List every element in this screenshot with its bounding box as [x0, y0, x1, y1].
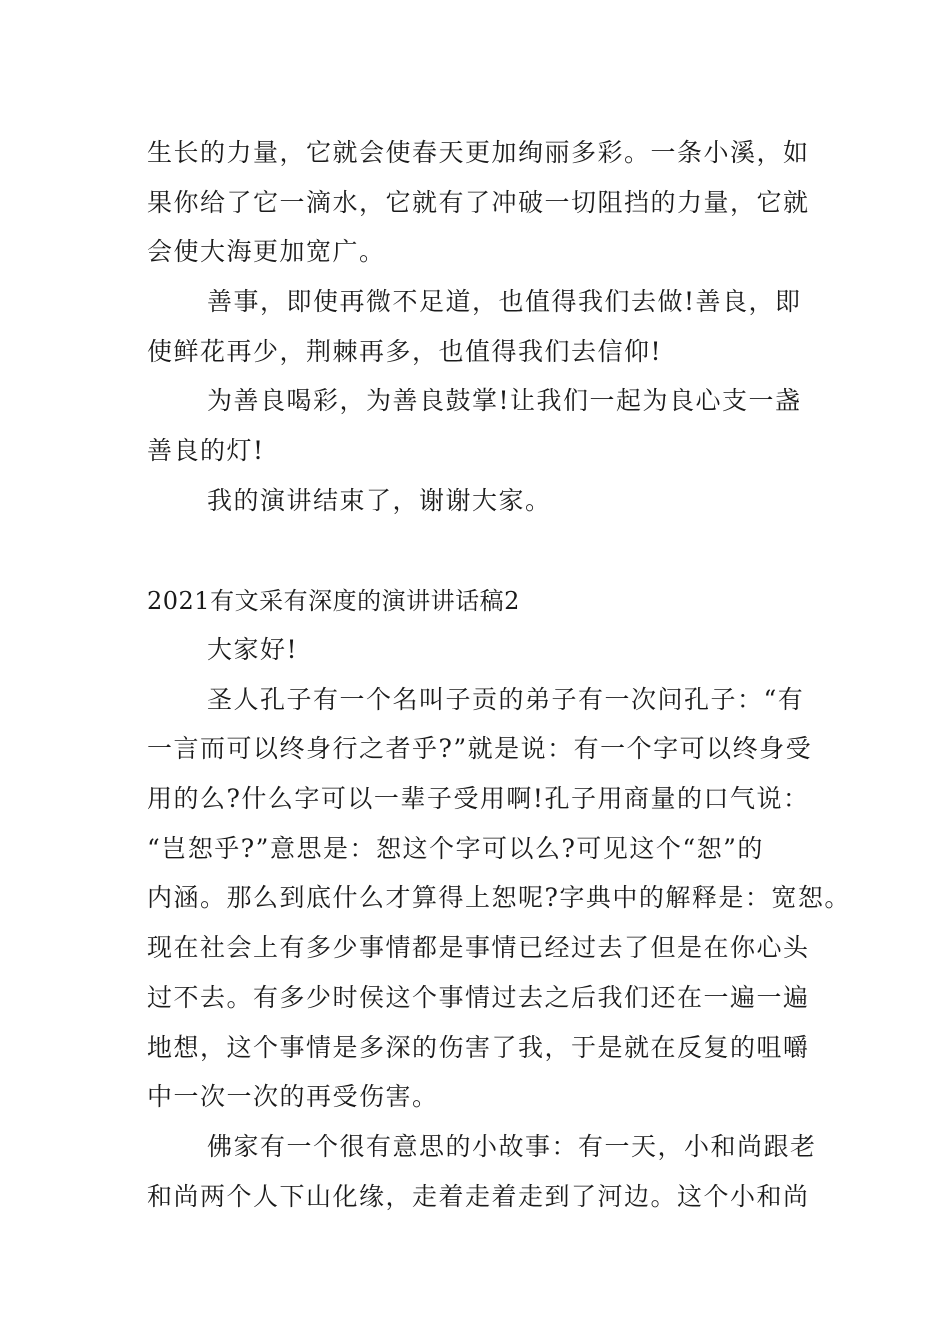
paragraph-line: 为善良喝彩，为善良鼓掌!让我们一起为良心支一盏 — [207, 386, 802, 415]
paragraph-line: 会使大海更加宽广。 — [147, 237, 386, 266]
paragraph-line: 中一次一次的再受伤害。 — [147, 1082, 439, 1111]
paragraph-line: 过不去。有多少时侯这个事情过去之后我们还在一遍一遍 — [147, 983, 810, 1012]
paragraph-line: 使鲜花再少，荆棘再多，也值得我们去信仰! — [147, 337, 663, 366]
paragraph-line: 善事，即使再微不足道，也值得我们去做!善良，即 — [207, 287, 802, 316]
paragraph-line: 果你给了它一滴水，它就有了冲破一切阻挡的力量，它就 — [147, 188, 810, 217]
greeting: 大家好! — [207, 635, 299, 664]
paragraph-line: 生长的力量，它就会使春天更加绚丽多彩。一条小溪，如 — [147, 138, 810, 167]
paragraph-line: 佛家有一个很有意思的小故事：有一天，小和尚跟老 — [207, 1132, 817, 1161]
paragraph-line: “岂恕乎?”意思是：恕这个字可以么?可见这个“恕”的 — [147, 834, 764, 863]
paragraph-line: 善良的灯! — [147, 436, 265, 465]
closing-line: 我的演讲结束了，谢谢大家。 — [207, 486, 552, 515]
paragraph-line: 和尚两个人下山化缘，走着走着走到了河边。这个小和尚 — [147, 1182, 810, 1211]
paragraph-line: 现在社会上有多少事情都是事情已经过去了但是在你心头 — [147, 933, 810, 962]
paragraph-line: 圣人孔子有一个名叫子贡的弟子有一次问孔子：“有 — [207, 685, 805, 714]
paragraph-line: 一言而可以终身行之者乎?”就是说：有一个字可以终身受 — [147, 734, 813, 763]
paragraph-line: 用的么?什么字可以一辈子受用啊!孔子用商量的口气说： — [147, 784, 810, 813]
section-title: 2021有文采有深度的演讲讲话稿2 — [147, 587, 520, 615]
paragraph-line: 地想，这个事情是多深的伤害了我，于是就在反复的咀嚼 — [147, 1033, 810, 1062]
paragraph-line: 内涵。那么到底什么才算得上恕呢?字典中的解释是：宽恕。 — [147, 883, 851, 912]
